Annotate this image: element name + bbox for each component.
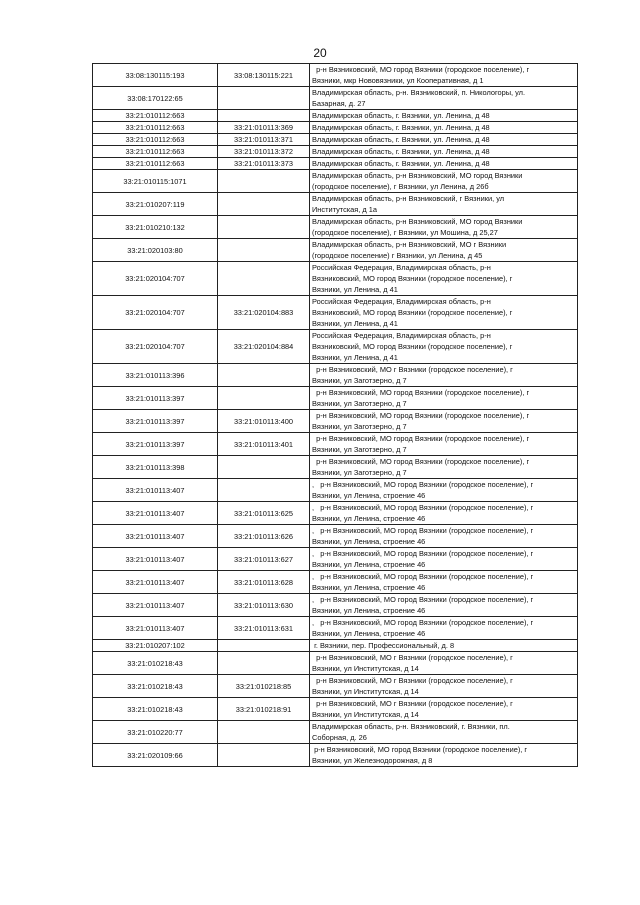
object-number-cell bbox=[218, 721, 310, 744]
table-row bbox=[93, 594, 578, 617]
address-cell: р-н Вязниковский, МО город Вязники (городское поселение), г Вязники, ул Железнодорожная, д 8 bbox=[310, 744, 578, 767]
table-row bbox=[93, 721, 578, 744]
address-cell: , р-н Вязниковский, МО город Вязники (городское поселение), г Вязники, ул Ленина, строение 46 bbox=[310, 594, 578, 617]
object-number-cell: 33:21:010113:626 bbox=[218, 525, 310, 548]
object-number-cell: 33:21:010218:85 bbox=[218, 675, 310, 698]
table-row bbox=[93, 64, 578, 87]
table-row bbox=[93, 262, 578, 296]
table-row bbox=[93, 110, 578, 122]
table-body bbox=[93, 64, 578, 767]
object-number-cell: 33:21:010113:372 bbox=[218, 146, 310, 158]
address-cell: Владимирская область, р-н Вязниковский, МО город Вязники (городское поселение), г Вязники, ул Ленина, д 26б bbox=[310, 170, 578, 193]
object-number-cell: 33:21:010113:401 bbox=[218, 433, 310, 456]
table-row bbox=[93, 146, 578, 158]
table-row bbox=[93, 239, 578, 262]
object-number-cell bbox=[218, 652, 310, 675]
address-cell: р-н Вязниковский, МО город Вязники (городское поселение), г Вязники, ул Заготзерно, д 7 bbox=[310, 410, 578, 433]
parcel-number-cell: 33:21:010112:663 bbox=[93, 146, 218, 158]
object-number-cell bbox=[218, 110, 310, 122]
table-row bbox=[93, 216, 578, 239]
parcel-number-cell: 33:21:010112:663 bbox=[93, 110, 218, 122]
table-row bbox=[93, 675, 578, 698]
address-cell: р-н Вязниковский, МО город Вязники (городское поселение), г Вязники, мкр Нововязники, ул Кооперативная, д 1 bbox=[310, 64, 578, 87]
address-cell: г. Вязники, пер. Профессиональный, д. 8 bbox=[310, 640, 578, 652]
address-cell: , р-н Вязниковский, МО город Вязники (городское поселение), г Вязники, ул Ленина, строение 46 bbox=[310, 617, 578, 640]
address-cell: Владимирская область, г. Вязники, ул. Ленина, д 48 bbox=[310, 134, 578, 146]
object-number-cell bbox=[218, 364, 310, 387]
parcel-number-cell: 33:21:010113:396 bbox=[93, 364, 218, 387]
page-number: 20 bbox=[313, 46, 327, 60]
address-cell: р-н Вязниковский, МО город Вязники (городское поселение), г Вязники, ул Заготзерно, д 7 bbox=[310, 456, 578, 479]
table-row bbox=[93, 134, 578, 146]
object-number-cell bbox=[218, 387, 310, 410]
object-number-cell bbox=[218, 170, 310, 193]
address-cell: р-н Вязниковский, МО г Вязники (городское поселение), г Вязники, ул Институтская, д 14 bbox=[310, 652, 578, 675]
parcel-number-cell: 33:21:010112:663 bbox=[93, 158, 218, 170]
address-cell: Владимирская область, р-н Вязниковский, МО г Вязники (городское поселение) г Вязники, ул Ленина, д 45 bbox=[310, 239, 578, 262]
table-row bbox=[93, 502, 578, 525]
object-number-cell: 33:21:010113:400 bbox=[218, 410, 310, 433]
parcel-number-cell: 33:21:020103:80 bbox=[93, 239, 218, 262]
parcel-number-cell: 33:21:020104:707 bbox=[93, 296, 218, 330]
parcel-number-cell: 33:21:010113:397 bbox=[93, 410, 218, 433]
table-row bbox=[93, 170, 578, 193]
table-row bbox=[93, 456, 578, 479]
parcel-number-cell: 33:21:010220:77 bbox=[93, 721, 218, 744]
address-cell: р-н Вязниковский, МО г Вязники (городское поселение), г Вязники, ул Институтская, д 14 bbox=[310, 675, 578, 698]
parcel-number-cell: 33:21:010113:398 bbox=[93, 456, 218, 479]
table-row bbox=[93, 122, 578, 134]
parcel-number-cell: 33:21:010113:407 bbox=[93, 502, 218, 525]
address-cell: , р-н Вязниковский, МО город Вязники (городское поселение), г Вязники, ул Ленина, строение 46 bbox=[310, 548, 578, 571]
object-number-cell bbox=[218, 640, 310, 652]
object-number-cell: 33:21:010113:625 bbox=[218, 502, 310, 525]
table-row bbox=[93, 571, 578, 594]
parcel-number-cell: 33:21:020104:707 bbox=[93, 262, 218, 296]
parcel-number-cell: 33:21:010113:407 bbox=[93, 548, 218, 571]
table-row bbox=[93, 744, 578, 767]
object-number-cell bbox=[218, 239, 310, 262]
object-number-cell: 33:08:130115:221 bbox=[218, 64, 310, 87]
table-row bbox=[93, 479, 578, 502]
table-row bbox=[93, 387, 578, 410]
object-number-cell: 33:21:010113:630 bbox=[218, 594, 310, 617]
object-number-cell: 33:21:010113:369 bbox=[218, 122, 310, 134]
table-row bbox=[93, 698, 578, 721]
parcel-number-cell: 33:21:010113:407 bbox=[93, 594, 218, 617]
object-number-cell bbox=[218, 744, 310, 767]
object-number-cell: 33:21:010113:371 bbox=[218, 134, 310, 146]
address-cell: р-н Вязниковский, МО г Вязники (городское поселение), г Вязники, ул Заготзерно, д 7 bbox=[310, 364, 578, 387]
object-number-cell: 33:21:010113:627 bbox=[218, 548, 310, 571]
table-row bbox=[93, 548, 578, 571]
address-cell: Владимирская область, г. Вязники, ул. Ленина, д 48 bbox=[310, 110, 578, 122]
address-cell: Российская Федерация, Владимирская область, р-н Вязниковский, МО город Вязники (городское поселение), г Вязники, ул Ленина, д 41 bbox=[310, 262, 578, 296]
object-number-cell bbox=[218, 216, 310, 239]
parcel-number-cell: 33:08:170122:65 bbox=[93, 87, 218, 110]
object-number-cell: 33:21:020104:884 bbox=[218, 330, 310, 364]
address-cell: р-н Вязниковский, МО город Вязники (городское поселение), г Вязники, ул Заготзерно, д 7 bbox=[310, 433, 578, 456]
parcel-number-cell: 33:21:010218:43 bbox=[93, 675, 218, 698]
object-number-cell: 33:21:010113:373 bbox=[218, 158, 310, 170]
parcel-number-cell: 33:21:010207:102 bbox=[93, 640, 218, 652]
table-row bbox=[93, 525, 578, 548]
address-cell: , р-н Вязниковский, МО город Вязники (городское поселение), г Вязники, ул Ленина, строение 46 bbox=[310, 502, 578, 525]
address-cell: р-н Вязниковский, МО г Вязники (городское поселение), г Вязники, ул Институтская, д 14 bbox=[310, 698, 578, 721]
object-number-cell: 33:21:010113:631 bbox=[218, 617, 310, 640]
address-cell: Владимирская область, г. Вязники, ул. Ленина, д 48 bbox=[310, 158, 578, 170]
object-number-cell: 33:21:020104:883 bbox=[218, 296, 310, 330]
object-number-cell bbox=[218, 262, 310, 296]
parcel-number-cell: 33:21:010207:119 bbox=[93, 193, 218, 216]
parcel-number-cell: 33:08:130115:193 bbox=[93, 64, 218, 87]
parcel-number-cell: 33:21:010113:407 bbox=[93, 479, 218, 502]
parcel-number-cell: 33:21:010218:43 bbox=[93, 698, 218, 721]
table-row bbox=[93, 330, 578, 364]
object-number-cell bbox=[218, 479, 310, 502]
parcel-number-cell: 33:21:010113:407 bbox=[93, 617, 218, 640]
address-cell: Владимирская область, р-н Вязниковский, г Вязники, ул Институтская, д 1а bbox=[310, 193, 578, 216]
address-cell: , р-н Вязниковский, МО город Вязники (городское поселение), г Вязники, ул Ленина, строение 46 bbox=[310, 571, 578, 594]
parcel-number-cell: 33:21:010113:407 bbox=[93, 571, 218, 594]
parcel-number-cell: 33:21:010115:1071 bbox=[93, 170, 218, 193]
object-number-cell: 33:21:010113:628 bbox=[218, 571, 310, 594]
parcel-number-cell: 33:21:010112:663 bbox=[93, 134, 218, 146]
table-row bbox=[93, 433, 578, 456]
object-number-cell bbox=[218, 456, 310, 479]
table-row bbox=[93, 410, 578, 433]
parcel-number-cell: 33:21:010113:397 bbox=[93, 433, 218, 456]
address-cell: Российская Федерация, Владимирская область, р-н Вязниковский, МО город Вязники (городское поселение), г Вязники, ул Ленина, д 41 bbox=[310, 296, 578, 330]
table-row bbox=[93, 296, 578, 330]
address-cell: , р-н Вязниковский, МО город Вязники (городское поселение), г Вязники, ул Ленина, строение 46 bbox=[310, 525, 578, 548]
parcel-number-cell: 33:21:010218:43 bbox=[93, 652, 218, 675]
table-row bbox=[93, 617, 578, 640]
address-cell: Владимирская область, р-н. Вязниковский, п. Никологоры, ул. Базарная, д. 27 bbox=[310, 87, 578, 110]
parcel-number-cell: 33:21:020109:66 bbox=[93, 744, 218, 767]
address-cell: Владимирская область, г. Вязники, ул. Ленина, д 48 bbox=[310, 122, 578, 134]
address-cell: Владимирская область, г. Вязники, ул. Ленина, д 48 bbox=[310, 146, 578, 158]
address-cell: Владимирская область, р-н Вязниковский, МО город Вязники (городское поселение), г Вязники, ул Мошина, д 25,27 bbox=[310, 216, 578, 239]
object-number-cell bbox=[218, 87, 310, 110]
parcel-number-cell: 33:21:010113:397 bbox=[93, 387, 218, 410]
address-cell: р-н Вязниковский, МО город Вязники (городское поселение), г Вязники, ул Заготзерно, д 7 bbox=[310, 387, 578, 410]
table-row bbox=[93, 193, 578, 216]
registry-table bbox=[92, 63, 578, 767]
parcel-number-cell: 33:21:010113:407 bbox=[93, 525, 218, 548]
table-row bbox=[93, 640, 578, 652]
table-row bbox=[93, 652, 578, 675]
table-row bbox=[93, 87, 578, 110]
address-cell: Российская Федерация, Владимирская область, р-н Вязниковский, МО город Вязники (городское поселение), г Вязники, ул Ленина, д 41 bbox=[310, 330, 578, 364]
table-row bbox=[93, 364, 578, 387]
address-cell: Владимирская область, р-н. Вязниковский, г. Вязники, пл. Соборная, д. 26 bbox=[310, 721, 578, 744]
parcel-number-cell: 33:21:010210:132 bbox=[93, 216, 218, 239]
object-number-cell bbox=[218, 193, 310, 216]
table-row bbox=[93, 158, 578, 170]
parcel-number-cell: 33:21:010112:663 bbox=[93, 122, 218, 134]
object-number-cell: 33:21:010218:91 bbox=[218, 698, 310, 721]
address-cell: , р-н Вязниковский, МО город Вязники (городское поселение), г Вязники, ул Ленина, строение 46 bbox=[310, 479, 578, 502]
parcel-number-cell: 33:21:020104:707 bbox=[93, 330, 218, 364]
